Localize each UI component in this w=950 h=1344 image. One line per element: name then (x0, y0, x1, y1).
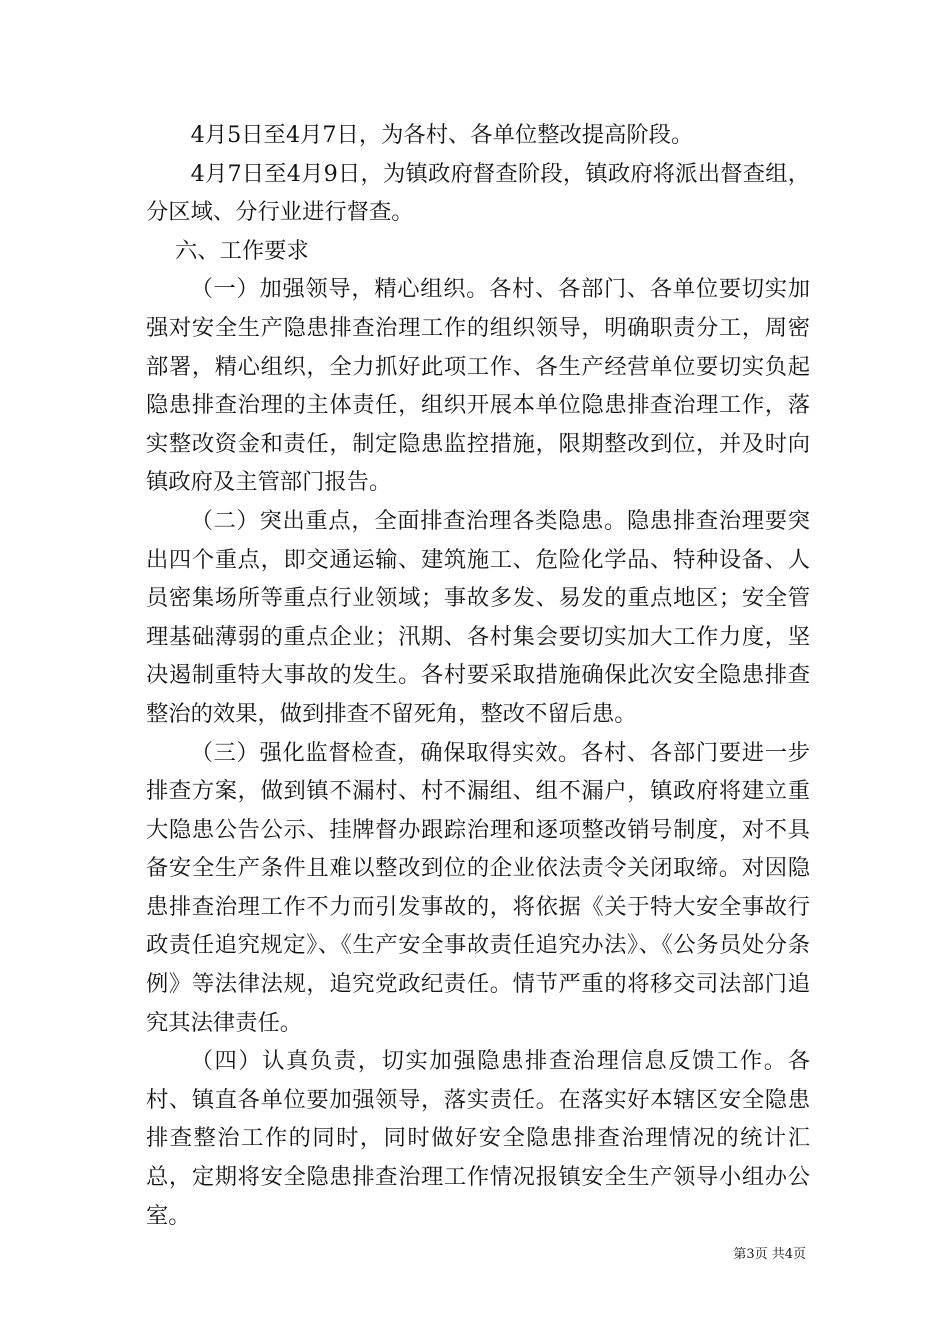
paragraph-requirement-2: （二）突出重点，全面排查治理各类隐患。隐患排查治理要突出四个重点，即交通运输、建筑施工、危险化学品、特种设备、人员密集场所等重点行业领域；事故多发、易发的重点地区；安全管理基础薄弱的重点企业；汛期、各村集会要切实加大工作力度，坚决遏制重特大事故的发生。各村要采取措施确保此次安全隐患排查整治的效果，做到排查不留死角，整改不留后患。 (146, 507, 810, 727)
paragraph-requirement-1: （一）加强领导，精心组织。各村、各部门、各单位要切实加强对安全生产隐患排查治理工作的组织领导，明确职责分工，周密部署，精心组织，全力抓好此项工作、各生产经营单位要切实负起隐患排查治理的主体责任，组织开展本单位隐患排查治理工作，落实整改资金和责任，制定隐患监控措施，限期整改到位，并及时向镇政府及主管部门报告。 (146, 276, 810, 496)
page-number-footer: 第3页 共4页 (733, 1247, 806, 1262)
paragraph-phase-rectification: 4月5日至4月7日，为各村、各单位整改提高阶段。 (190, 122, 694, 148)
paragraph-phase-inspection: 4月7日至4月9日，为镇政府督查阶段，镇政府将派出督查组，分区域、分行业进行督查。 (146, 160, 810, 226)
document-body (146, 116, 810, 1235)
paragraph-requirement-3: （三）强化监督检查，确保取得实效。各村、各部门要进一步排查方案，做到镇不漏村、村不漏组、组不漏户，镇政府将建立重大隐患公告公示、挂牌督办跟踪治理和逐项整改销号制度，对不具备安全生产条件且难以整改到位的企业依法责令关闭取缔。对因隐患排查治理工作不力而引发事故的，将依据《关于特大安全事故行政责任追究规定》、《生产安全事故责任追究办法》、《公务员处分条例》等法律法规，追究党政纪责任。情节严重的将移交司法部门追究其法律责任。 (146, 739, 810, 1036)
section-heading-work-requirements: 六、工作要求 (174, 237, 309, 264)
paragraph-requirement-4: （四）认真负责，切实加强隐患排查治理信息反馈工作。各村、镇直各单位要加强领导，落实责任。在落实好本辖区安全隐患排查整治工作的同时，同时做好安全隐患排查治理情况的统计汇总，定期将安全隐患排查治理工作情况报镇安全生产领导小组办公室。 (146, 1048, 810, 1229)
